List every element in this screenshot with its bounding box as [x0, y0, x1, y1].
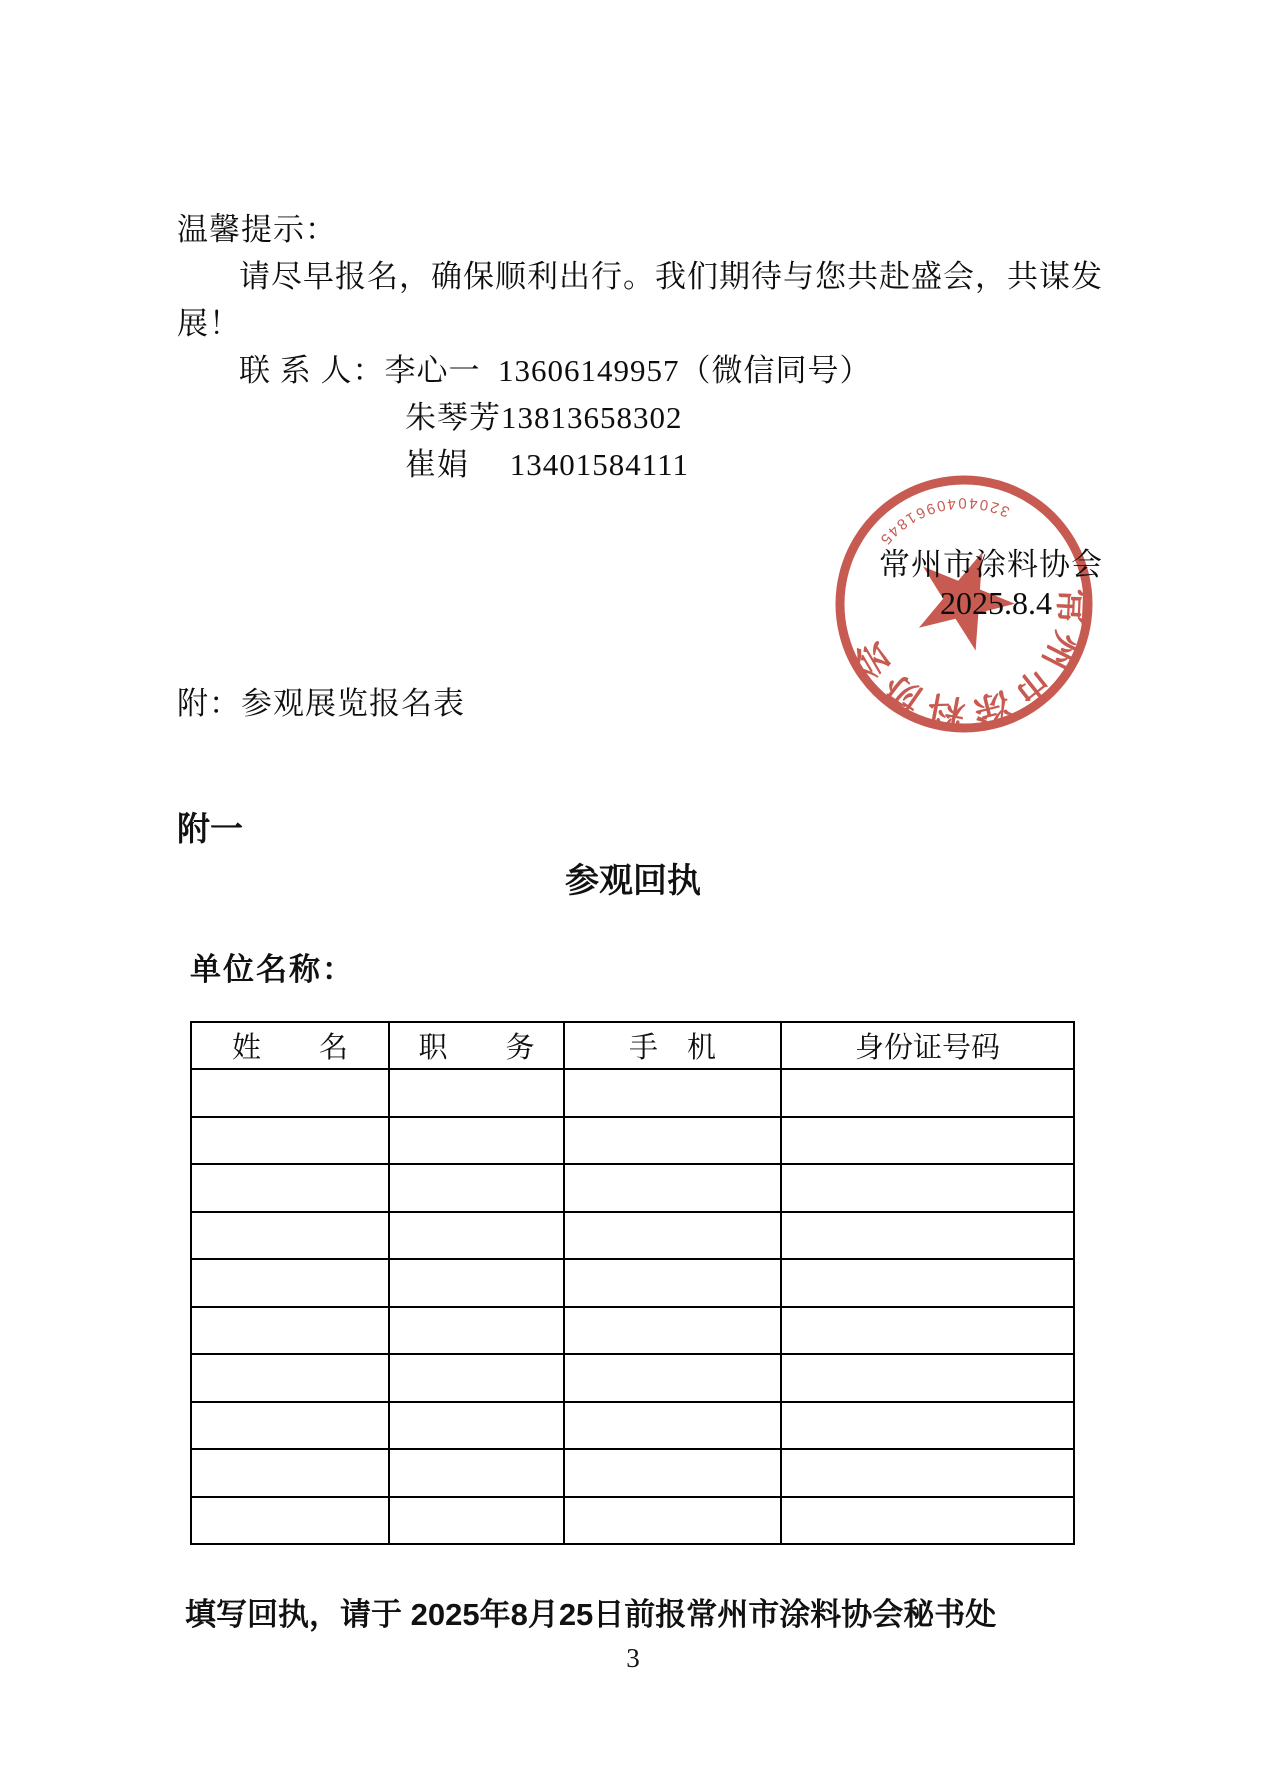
table-row [191, 1307, 1074, 1355]
table-cell-empty [564, 1117, 781, 1165]
table-cell-empty [389, 1354, 564, 1402]
table-cell-empty [564, 1402, 781, 1450]
table-row [191, 1212, 1074, 1260]
table-cell-empty [781, 1497, 1074, 1545]
table-cell-empty [191, 1354, 389, 1402]
table-cell-empty [191, 1117, 389, 1165]
table-cell-empty [781, 1259, 1074, 1307]
reminder-body-line2: 展！ [177, 306, 241, 341]
table-cell-empty [191, 1449, 389, 1497]
table-cell-empty [564, 1212, 781, 1260]
table-row [191, 1259, 1074, 1307]
table-cell-empty [389, 1117, 564, 1165]
table-cell-empty [781, 1164, 1074, 1212]
table-cell-empty [389, 1449, 564, 1497]
table-row [191, 1164, 1074, 1212]
table-cell-empty [389, 1497, 564, 1545]
seal-code-arc-text: 3204040961845 [874, 494, 1013, 550]
table-row [191, 1069, 1074, 1117]
table-row [191, 1497, 1074, 1545]
table-row [191, 1402, 1074, 1450]
contact-line-3: 崔娟 13401584111 [405, 447, 689, 482]
attachment-note: 附：参观展览报名表 [177, 686, 465, 721]
table-cell-empty [191, 1164, 389, 1212]
table-header [191, 1022, 1074, 1069]
signature-date: 2025.8.4 [940, 585, 1052, 621]
table-row [191, 1117, 1074, 1165]
table-cell-empty [781, 1402, 1074, 1450]
table-cell-empty [781, 1069, 1074, 1117]
table-cell-empty [389, 1069, 564, 1117]
submit-deadline-note: 填写回执，请于 2025年8月25日前报常州市涂料协会秘书处 [185, 1597, 997, 1632]
table-header-row [191, 1022, 1074, 1069]
contact-line-2: 朱琴芳13813658302 [405, 400, 683, 435]
table-cell-empty [564, 1497, 781, 1545]
table-cell-empty [389, 1307, 564, 1355]
table-cell-empty [191, 1069, 389, 1117]
table-body [191, 1069, 1074, 1544]
table-cell-empty [191, 1402, 389, 1450]
header-id-number: 身份证号码 [781, 1022, 1074, 1069]
signature-org-name: 常州市涂料协会 [879, 547, 1103, 582]
table-cell-empty [781, 1449, 1074, 1497]
appendix-title: 参观回执 [565, 862, 701, 900]
table-cell-empty [781, 1354, 1074, 1402]
table-cell-empty [781, 1212, 1074, 1260]
table-cell-empty [564, 1354, 781, 1402]
company-name-label: 单位名称： [190, 952, 355, 987]
table-cell-empty [191, 1212, 389, 1260]
table-cell-empty [389, 1164, 564, 1212]
table-cell-empty [389, 1212, 564, 1260]
table-cell-empty [781, 1307, 1074, 1355]
table-cell-empty [191, 1259, 389, 1307]
table-cell-empty [191, 1497, 389, 1545]
reminder-body-line1: 请尽早报名，确保顺利出行。我们期待与您共赴盛会，共谋发 [239, 259, 1103, 294]
contact-line-1: 联 系 人：李心一 13606149957（微信同号） [239, 353, 872, 388]
table-cell-empty [564, 1307, 781, 1355]
table-cell-empty [191, 1307, 389, 1355]
table-cell-empty [564, 1164, 781, 1212]
table-row [191, 1449, 1074, 1497]
seal-org-arc-text: 常州市涂料协会 [843, 587, 1093, 734]
table-cell-empty [389, 1402, 564, 1450]
table-cell-empty [389, 1259, 564, 1307]
table-cell-empty [781, 1117, 1074, 1165]
reply-form-table [190, 1021, 1075, 1545]
appendix-label: 附一 [177, 810, 243, 847]
reminder-title: 温馨提示： [177, 212, 337, 247]
header-name: 姓 名 [191, 1022, 389, 1069]
header-position: 职 务 [389, 1022, 564, 1069]
table-cell-empty [564, 1069, 781, 1117]
table-cell-empty [564, 1449, 781, 1497]
table-row [191, 1354, 1074, 1402]
header-mobile: 手 机 [564, 1022, 781, 1069]
table-cell-empty [564, 1259, 781, 1307]
page-number: 3 [626, 1643, 640, 1673]
